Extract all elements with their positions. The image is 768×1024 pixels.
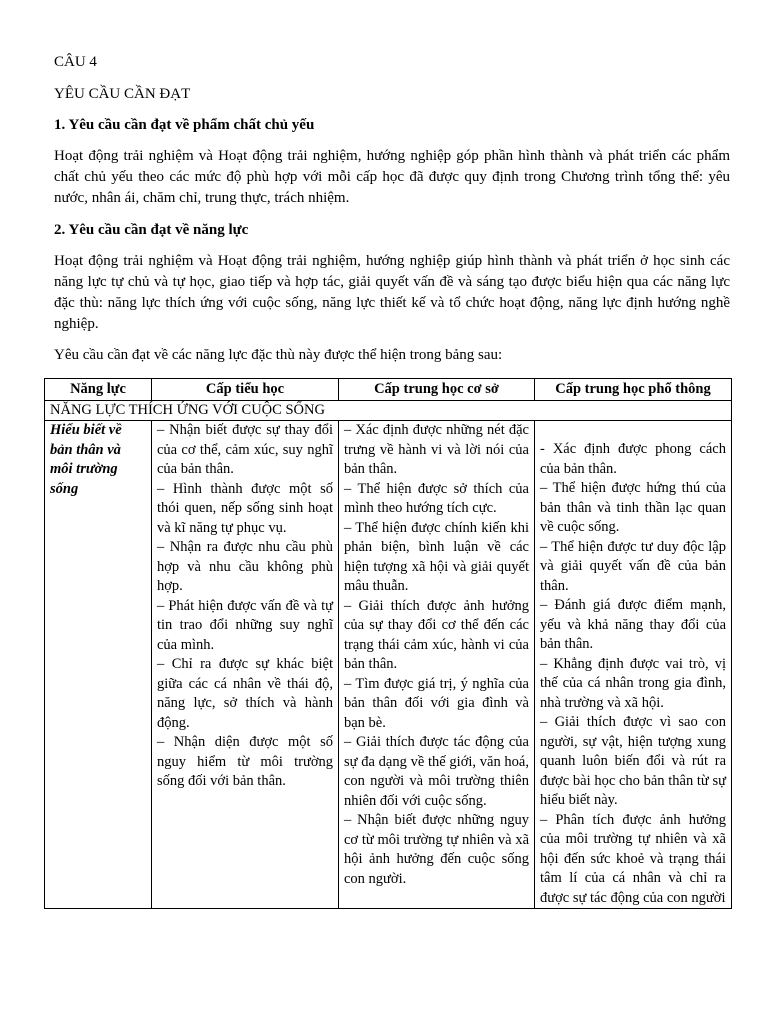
requirements-heading: YÊU CẦU CẦN ĐẠT: [54, 86, 191, 102]
header-upper-secondary: Cấp trung học phổ thông: [535, 379, 732, 401]
list-item: – Khẳng định được vai trò, vị thế của cá nhân trong gia đình, nhà trường và xã hội.: [540, 655, 726, 711]
lower-secondary-cell: [339, 421, 535, 909]
table-section-row: [45, 400, 732, 421]
section1-paragraph: Hoạt động trải nghiệm và Hoạt động trải nghiệm, hướng nghiệp góp phần hình thành và phát triển các phẩm chất chủ yếu theo các mức độ phù hợp với mỗi cấp học đã được quy định trong Chương trình tổng thể: yêu nước, nhân ái, chăm chỉ, trung thực, trách nhiệm.: [54, 148, 730, 206]
header-competency: Năng lực: [45, 379, 152, 401]
section1-title: 1. Yêu cầu cần đạt về phẩm chất chủ yếu: [54, 117, 315, 133]
list-item: – Thể hiện được hứng thú của bản thân và tinh thần lạc quan về cuộc sống.: [540, 480, 726, 535]
list-item: – Chỉ ra được sự khác biệt giữa các cá nhân về thái độ, năng lực, sở thích và hành động.: [157, 656, 333, 731]
section2-title: 2. Yêu cầu cần đạt về năng lực: [54, 222, 249, 238]
list-item: – Nhận ra được nhu cầu phù hợp và nhu cầu không phù hợp.: [157, 539, 333, 594]
list-item: – Giải thích được ảnh hưởng của sự thay đổi cơ thể đến các trạng thái cảm xúc, hành vi của bản thân.: [344, 597, 529, 672]
list-item: – Tìm được giá trị, ý nghĩa của bản thân đối với gia đình và bạn bè.: [344, 675, 529, 731]
competency-table: [44, 378, 732, 909]
list-item: – Giải thích được vì sao con người, sự vật, hiện tượng xung quanh luôn biến đổi và rút ra được bài học cho bản thân từ sự hiểu biết này.: [540, 714, 726, 808]
list-item: – Xác định được những nét đặc trưng về hành vi và lời nói của bản thân.: [344, 422, 529, 477]
list-item: – Giải thích được tác động của sự đa dạng về thế giới, văn hoá, con người và môi trường thiên nhiên đối với cuộc sống.: [344, 734, 529, 809]
table-row: [45, 421, 732, 909]
list-item: – Nhận biết được sự thay đổi của cơ thể, cảm xúc, suy nghĩ của bản thân.: [157, 422, 333, 477]
header-primary: Cấp tiểu học: [152, 379, 339, 401]
list-item: – Hình thành được một số thói quen, nếp sống sinh hoạt và kĩ năng tự phục vụ.: [157, 480, 333, 536]
list-item: – Thể hiện được tư duy độc lập và giải quyết vấn đề của bản thân.: [540, 538, 726, 594]
table-intro: Yêu cầu cần đạt về các năng lực đặc thù này được thể hiện trong bảng sau:: [54, 347, 503, 363]
section2-paragraph: Hoạt động trải nghiệm và Hoạt động trải nghiệm, hướng nghiệp giúp hình thành và phát triển ở học sinh các năng lực tự chủ và tự học, giao tiếp và hợp tác, giải quyết vấn đề và sáng tạo được biểu hiện qua các năng lực đặc thù: năng lực thích ứng với cuộc sống, năng lực thiết kế và tổ chức hoạt động, năng lực định hướng nghề nghiệp.: [54, 253, 730, 332]
document-page: [54, 52, 730, 365]
list-item: - Xác định được phong cách của bản thân.: [540, 441, 726, 477]
competency-name: Hiểu biết về bản thân và môi trường sống: [50, 422, 122, 497]
table-header-row: [45, 379, 732, 401]
question-heading: CÂU 4: [54, 54, 97, 70]
list-item: – Thể hiện được sở thích của mình theo hướng tích cực.: [344, 480, 529, 516]
list-item: – Nhận biết được những nguy cơ từ môi trường tự nhiên và xã hội ảnh hưởng đến cuộc sống con người.: [344, 812, 529, 887]
upper-secondary-cell: [535, 421, 732, 909]
competency-cell: [45, 421, 152, 909]
section-label: NĂNG LỰC THÍCH ỨNG VỚI CUỘC SỐNG: [45, 400, 732, 421]
list-item: – Đánh giá được điểm mạnh, yếu và khả năng thay đổi của bản thân.: [540, 597, 726, 652]
header-lower-secondary: Cấp trung học cơ sở: [339, 379, 535, 401]
list-item: – Phát hiện được vấn đề và tự tin trao đổi những suy nghĩ của mình.: [157, 597, 333, 653]
list-item: – Nhận diện được một số nguy hiểm từ môi trường sống đối với bản thân.: [157, 734, 333, 789]
list-item: – Phân tích được ảnh hưởng của môi trường tự nhiên và xã hội đến sức khoẻ và trạng thái tâm lí của cá nhân và chỉ ra được sự tác động của con người: [540, 811, 726, 906]
primary-cell: [152, 421, 339, 909]
list-item: – Thể hiện được chính kiến khi phản biện, bình luận về các hiện tượng xã hội và giải quyết mâu thuẫn.: [344, 519, 529, 594]
